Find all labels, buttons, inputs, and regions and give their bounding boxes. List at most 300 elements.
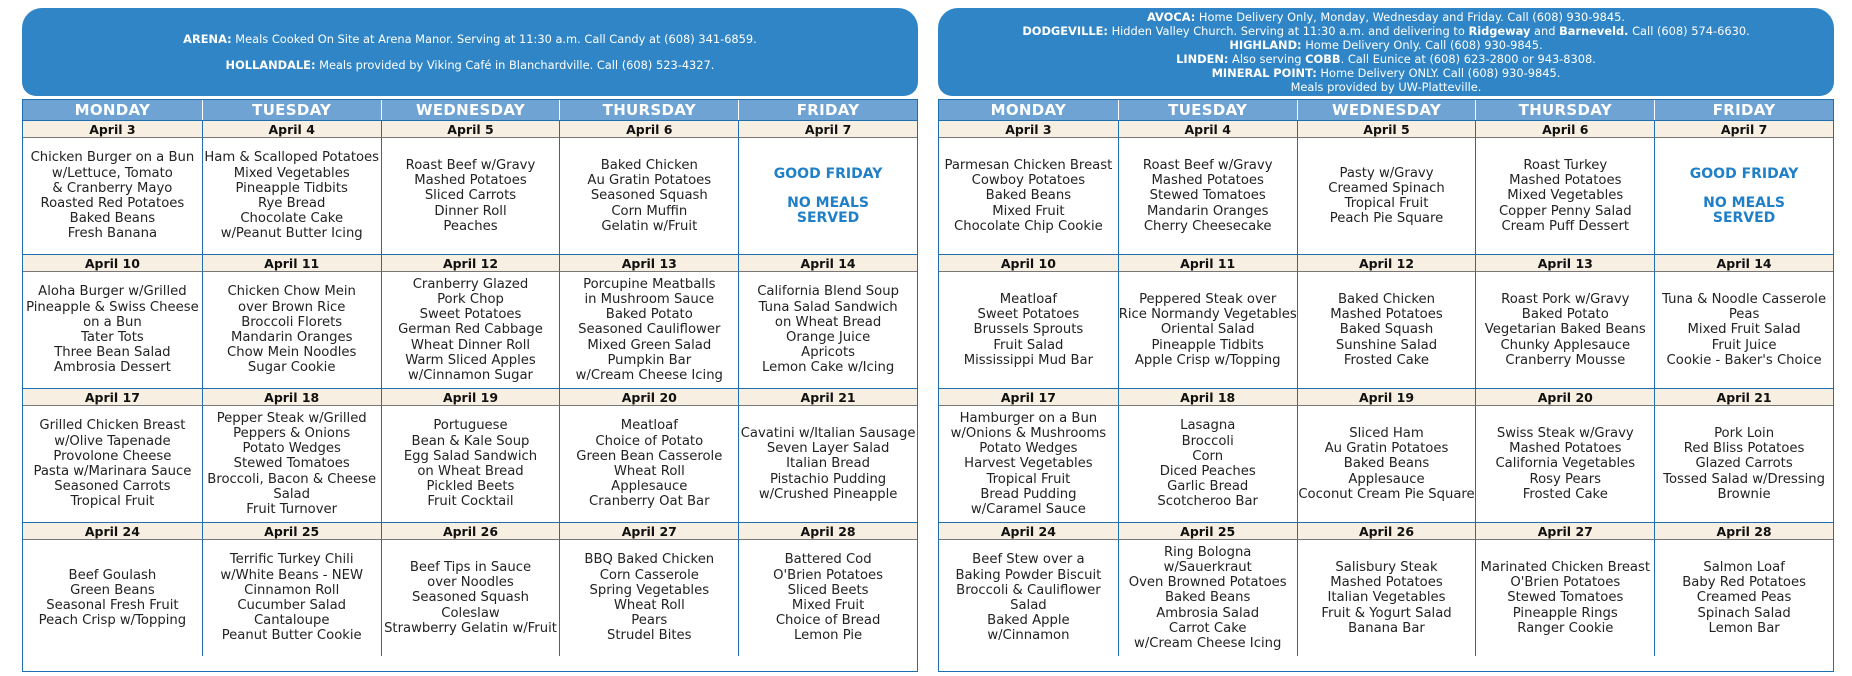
menu-item: Pasty w/Gravy <box>1339 165 1434 181</box>
menu-item: w/Crushed Pineapple <box>758 486 898 502</box>
menu-cell <box>738 271 917 388</box>
menu-cell <box>202 405 381 522</box>
menu-item: Sugar Cookie <box>247 360 336 376</box>
banner-line <box>948 66 1824 80</box>
menu-item: Tater Tots <box>81 330 144 345</box>
menu-item: Mixed Fruit <box>992 203 1065 219</box>
menu-item: California Blend Soup <box>757 284 899 300</box>
menu-item: Cowboy Potatoes <box>971 173 1086 189</box>
date-label: April 10 <box>23 254 202 271</box>
menu-item: Coconut Cream Pie Square <box>1298 486 1475 502</box>
date-label: April 17 <box>23 388 202 405</box>
date-label: April 6 <box>559 120 738 137</box>
menu-item: in Mushroom Sauce <box>584 291 715 307</box>
date-label: April 14 <box>738 254 917 271</box>
menu-item: NO MEALS <box>787 194 869 211</box>
menu-item: Spring Vegetables <box>589 582 710 598</box>
menu-panel-right <box>938 8 1834 672</box>
menu-cell <box>1297 137 1476 254</box>
menu-item: Mixed Fruit Salad <box>1687 322 1801 338</box>
day-header: WEDNESDAY <box>1297 100 1476 120</box>
menu-item: Fruit & Yogurt Salad <box>1321 605 1452 621</box>
menu-item: Fruit Juice <box>1711 337 1777 353</box>
menu-item: Brussels Sprouts <box>973 322 1084 338</box>
menu-cell <box>23 539 202 656</box>
banner-label: HIGHLAND: <box>1229 38 1302 52</box>
menu-item: Mashed Potatoes <box>1330 575 1443 591</box>
menu-item: Lemon Pie <box>794 628 863 644</box>
menu-cell <box>1118 271 1297 388</box>
menu-item: Cranberry Oat Bar <box>589 494 710 510</box>
menu-item: Green Beans <box>70 582 155 598</box>
menu-item: Peach Pie Square <box>1329 211 1444 227</box>
menu-item: Ham & Scalloped Potatoes <box>204 150 380 166</box>
menu-item: Fruit Turnover <box>246 502 338 517</box>
menu-cell <box>202 137 381 254</box>
menu-item: Ring Bologna <box>1163 544 1252 560</box>
menu-cell <box>559 137 738 254</box>
date-label: April 28 <box>1654 522 1833 539</box>
date-label: April 19 <box>1297 388 1476 405</box>
date-label: April 18 <box>202 388 381 405</box>
menu-cell <box>381 405 560 522</box>
menu-item: Chow Mein Noodles <box>227 345 357 361</box>
menu-item: Seasoned Squash <box>590 188 708 204</box>
menu-item: Mississippi Mud Bar <box>963 352 1094 368</box>
menu-item: Carrot Cake <box>1168 620 1247 636</box>
menu-cell <box>939 271 1118 388</box>
menu-item: Aloha Burger w/Grilled <box>38 284 187 300</box>
menu-item: Peppered Steak over <box>1139 291 1277 307</box>
date-label: April 25 <box>1118 522 1297 539</box>
date-label: April 24 <box>23 522 202 539</box>
menu-item: Cream Puff Dessert <box>1501 218 1630 234</box>
menu-cell <box>559 539 738 656</box>
menu-item: California Vegetables <box>1495 456 1636 472</box>
day-header: MONDAY <box>939 100 1118 120</box>
menu-item: Sliced Beets <box>787 582 869 598</box>
menu-item: Broccoli <box>1181 433 1234 449</box>
menu-item: Pumpkin Bar <box>607 352 692 368</box>
menu-item: Spinach Salad <box>1697 605 1791 621</box>
banner-text: Meals Cooked On Site at Arena Manor. Serving at 11:30 a.m. Call Candy at (608) 341-6859. <box>231 32 757 46</box>
menu-item: Coleslaw <box>441 605 500 621</box>
menu-item: Sunshine Salad <box>1335 337 1438 353</box>
menu-cell <box>381 539 560 656</box>
date-label: April 21 <box>1654 388 1833 405</box>
date-label: April 27 <box>559 522 738 539</box>
menu-item: Mashed Potatoes <box>1151 173 1264 189</box>
menu-item: Pineapple Tidbits <box>235 180 348 196</box>
menu-item: Pork Chop <box>437 291 504 307</box>
menu-cell <box>1297 405 1476 522</box>
menu-item: on a Bun <box>83 314 142 330</box>
menu-item: Cucumber Salad <box>237 598 347 613</box>
menu-item: Broccoli, Bacon & Cheese <box>207 471 377 487</box>
menu-item: Rye Bread <box>258 196 326 211</box>
banner-line <box>948 38 1824 52</box>
menu-item: Tropical Fruit <box>70 494 155 510</box>
menu-item: Pineapple Tidbits <box>1151 337 1264 353</box>
menu-item: Terrific Turkey Chili <box>229 552 354 568</box>
menu-item: Rosy Pears <box>1529 471 1602 487</box>
menu-item: w/Cream Cheese Icing <box>575 368 723 383</box>
menu-item: Warm Sliced Apples <box>405 352 536 368</box>
menu-item: Chicken Burger on a Bun <box>30 150 195 166</box>
menu-cell <box>1118 405 1297 522</box>
menu-item: Three Bean Salad <box>54 345 171 361</box>
menu-item: Mixed Vegetables <box>1507 188 1624 204</box>
banner-line <box>32 58 908 72</box>
day-header: TUESDAY <box>1118 100 1297 120</box>
menu-cell <box>1475 405 1654 522</box>
menu-item: Roast Beef w/Gravy <box>1142 157 1273 173</box>
menu-item: Fruit Salad <box>993 337 1064 353</box>
site-info-banner <box>938 8 1834 96</box>
date-label: April 28 <box>738 522 917 539</box>
menu-cell <box>1118 137 1297 254</box>
date-label: April 12 <box>1297 254 1476 271</box>
menu-item: GOOD FRIDAY <box>773 165 883 182</box>
menu-item: Cranberry Glazed <box>412 276 529 292</box>
menu-cell <box>1654 271 1833 388</box>
menu-item: Stewed Tomatoes <box>233 456 350 472</box>
menu-item: Meatloaf <box>620 418 678 434</box>
menu-cell <box>939 539 1118 656</box>
date-label: April 21 <box>738 388 917 405</box>
menu-item: Orange Juice <box>785 330 871 345</box>
menu-item: over Brown Rice <box>238 299 346 315</box>
menu-item: Fresh Banana <box>67 226 158 242</box>
menu-item: Vegetarian Baked Beans <box>1484 322 1646 338</box>
menu-item: Diced Peaches <box>1159 464 1256 479</box>
menu-item: Swiss Steak w/Gravy <box>1496 425 1634 441</box>
menu-item: Applesauce <box>611 479 688 495</box>
banner-label: COBB <box>1305 52 1341 66</box>
menu-item: Baked Beans <box>1164 590 1251 606</box>
menu-item: Meatloaf <box>999 291 1057 307</box>
menu-item: Wheat Roll <box>613 464 685 479</box>
menu-cell <box>1297 271 1476 388</box>
menu-item: Broccoli Florets <box>241 314 343 330</box>
menu-item: w/Olive Tapenade <box>54 433 171 449</box>
menu-item: Roast Pork w/Gravy <box>1501 291 1630 307</box>
menu-item: w/Cinnamon <box>987 628 1070 644</box>
menu-item: Sliced Ham <box>1349 425 1424 441</box>
menu-item: Porcupine Meatballs <box>583 276 716 292</box>
menu-item: Wheat Dinner Roll <box>410 337 531 353</box>
date-label: April 19 <box>381 388 560 405</box>
menu-item: Banana Bar <box>1348 620 1425 636</box>
menu-item: Cantaloupe <box>253 613 330 629</box>
menu-item: Marinated Chicken Breast <box>1480 559 1651 575</box>
menu-item: Italian Bread <box>786 456 871 472</box>
menu-item: Lasagna <box>1180 418 1236 434</box>
menu-item: SERVED <box>1712 209 1776 226</box>
menu-item: GOOD FRIDAY <box>1689 165 1799 182</box>
menu-item: Baked Chicken <box>1337 291 1436 307</box>
menu-item: Stewed Tomatoes <box>1507 590 1624 606</box>
menu-cell <box>23 271 202 388</box>
menu-item: Choice of Bread <box>775 613 881 629</box>
menu-item: Hamburger on a Bun <box>959 410 1098 426</box>
menu-item: Oven Browned Potatoes <box>1128 575 1287 591</box>
menu-item: Roast Turkey <box>1523 157 1608 173</box>
banner-text: . Call Eunice at (608) 623-2800 or 943-8308. <box>1340 52 1596 66</box>
banner-label: Barneveld. <box>1559 24 1629 38</box>
menu-item: Salmon Loaf <box>1703 559 1785 575</box>
menu-item: Pepper Steak w/Grilled <box>216 410 367 426</box>
menu-item: Applesauce <box>1348 471 1425 487</box>
date-label: April 13 <box>1475 254 1654 271</box>
date-label: April 20 <box>559 388 738 405</box>
menu-item: w/Cream Cheese Icing <box>1134 636 1282 651</box>
menu-item: Seven Layer Salad <box>766 441 890 457</box>
menu-item: Broccoli & Cauliflower <box>956 582 1101 598</box>
banner-label: MINERAL POINT: <box>1211 66 1317 80</box>
menu-item: Sliced Carrots <box>424 188 517 204</box>
menu-panel-left <box>22 8 918 672</box>
menu-item: Apple Crisp w/Topping <box>1134 352 1281 368</box>
menu-item: Cinnamon Roll <box>244 582 340 598</box>
menu-item: German Red Cabbage <box>398 322 543 338</box>
banner-line <box>948 24 1824 38</box>
menu-item: Frosted Cake <box>1522 486 1608 502</box>
banner-line <box>948 10 1824 24</box>
menu-item: Italian Vegetables <box>1327 590 1446 606</box>
menu-item: Scotcheroo Bar <box>1157 494 1258 510</box>
menu-item: NO MEALS <box>1703 194 1785 211</box>
menu-item: Provolone Cheese <box>53 448 172 464</box>
day-header: THURSDAY <box>1475 100 1654 120</box>
menu-item: Salisbury Steak <box>1335 559 1438 575</box>
menu-item: SERVED <box>796 209 860 226</box>
menu-item: Dinner Roll <box>434 203 507 219</box>
day-header: TUESDAY <box>202 100 381 120</box>
menu-item: on Wheat Bread <box>774 314 882 330</box>
menu-item: Glazed Carrots <box>1695 456 1793 472</box>
menu-item: Mixed Fruit <box>791 598 865 613</box>
menu-item: Cranberry Mousse <box>1505 352 1626 368</box>
menu-item: Salad <box>273 486 310 502</box>
date-label: April 7 <box>738 120 917 137</box>
menu-item: Bread Pudding <box>980 486 1077 502</box>
menu-item: Mashed Potatoes <box>1330 307 1443 323</box>
menu-cell <box>381 137 560 254</box>
menu-item: Tropical Fruit <box>986 471 1071 487</box>
menu-item: Pineapple Rings <box>1512 605 1618 621</box>
menu-cell <box>738 539 917 656</box>
menu-item: Au Gratin Potatoes <box>587 173 712 189</box>
date-label: April 26 <box>381 522 560 539</box>
no-meals-notice <box>738 137 917 254</box>
menu-item: Baked Potato <box>605 307 693 323</box>
date-label: April 3 <box>23 120 202 137</box>
menu-item: Potato Wedges <box>242 441 341 457</box>
menu-item: Pears <box>631 613 668 629</box>
menu-item: Ranger Cookie <box>1517 620 1614 636</box>
menu-item: w/Caramel Sauce <box>970 502 1086 517</box>
menu-item: Choice of Potato <box>595 433 704 449</box>
menu-item: Baking Powder Biscuit <box>955 567 1102 583</box>
menu-item: Strawberry Gelatin w/Fruit <box>384 620 557 636</box>
menu-item: Baked Squash <box>1339 322 1434 338</box>
menu-item: Pork Loin <box>1714 425 1775 441</box>
banner-label: AVOCA: <box>1147 10 1196 24</box>
menu-item: Pistachio Pudding <box>769 471 887 487</box>
menu-item: Au Gratin Potatoes <box>1324 441 1449 457</box>
menu-cell <box>939 405 1118 522</box>
menu-item: w/Onions & Mushrooms <box>950 425 1107 441</box>
banner-text: and <box>1530 24 1560 38</box>
menu-item: Wheat Roll <box>613 598 685 613</box>
menu-cell <box>23 137 202 254</box>
date-label: April 11 <box>1118 254 1297 271</box>
banner-label: LINDEN: <box>1176 52 1229 66</box>
menu-item: Peach Crisp w/Topping <box>38 613 187 629</box>
date-label: April 26 <box>1297 522 1476 539</box>
menu-item: Salad <box>1010 598 1047 613</box>
day-header: FRIDAY <box>1654 100 1833 120</box>
menu-item: Chunky Applesauce <box>1500 337 1631 353</box>
menu-item: Lemon Bar <box>1708 620 1780 636</box>
menu-item: Pasta w/Marinara Sauce <box>33 464 192 479</box>
menu-cell <box>1297 539 1476 656</box>
banner-line <box>32 32 908 46</box>
menu-item: Potato Wedges <box>979 441 1078 457</box>
menu-cell <box>202 271 381 388</box>
menu-item: Bean & Kale Soup <box>411 433 530 449</box>
menu-item: Seasonal Fresh Fruit <box>46 598 179 613</box>
banner-line <box>948 52 1824 66</box>
menu-item: Baked Beans <box>1343 456 1430 472</box>
menu-item: Baked Beans <box>985 188 1072 204</box>
menu-cell <box>381 271 560 388</box>
menu-item: Chocolate Cake <box>240 211 344 227</box>
banner-label: ARENA: <box>183 32 232 46</box>
day-header: MONDAY <box>23 100 202 120</box>
menu-item: Oriental Salad <box>1160 322 1255 338</box>
date-label: April 4 <box>1118 120 1297 137</box>
menu-item: Mixed Green Salad <box>587 337 712 353</box>
no-meals-notice <box>1654 137 1833 254</box>
menu-item: Baked Beans <box>69 211 156 227</box>
menu-item: Mashed Potatoes <box>1509 441 1622 457</box>
menu-item: BBQ Baked Chicken <box>584 552 715 568</box>
menu-item: Mashed Potatoes <box>1509 173 1622 189</box>
date-label: April 24 <box>939 522 1118 539</box>
menu-cell <box>1118 539 1297 656</box>
menu-item: Peas <box>1728 307 1760 323</box>
date-label: April 17 <box>939 388 1118 405</box>
menu-item: Tossed Salad w/Dressing <box>1663 471 1825 487</box>
date-label: April 25 <box>202 522 381 539</box>
menu-item: Parmesan Chicken Breast <box>944 157 1113 173</box>
menu-item: Garlic Bread <box>1167 479 1249 495</box>
menu-item: Green Bean Casserole <box>576 448 723 464</box>
date-label: April 27 <box>1475 522 1654 539</box>
menu-item: Mixed Vegetables <box>233 165 350 181</box>
day-header: THURSDAY <box>559 100 738 120</box>
menu-item: O'Brien Potatoes <box>773 567 883 583</box>
menu-item: Tuna Salad Sandwich <box>758 299 898 315</box>
date-label: April 5 <box>1297 120 1476 137</box>
day-header: FRIDAY <box>738 100 917 120</box>
menu-item: Creamed Spinach <box>1328 180 1445 196</box>
menu-item: Cookie - Baker's Choice <box>1666 352 1822 368</box>
menu-item: Corn Muffin <box>611 203 688 219</box>
menu-item: Baked Apple <box>987 613 1070 629</box>
menu-calendar <box>22 99 918 672</box>
banner-label: DODGEVILLE: <box>1022 24 1108 38</box>
menu-item: O'Brien Potatoes <box>1510 575 1621 591</box>
menu-item: Frosted Cake <box>1343 352 1430 368</box>
menu-item: w/Cinnamon Sugar <box>408 368 533 383</box>
menu-item: Peppers & Onions <box>233 425 351 441</box>
menu-item: Pineapple & Swiss Cheese <box>26 299 199 315</box>
menu-calendar <box>938 99 1834 672</box>
menu-item: Seasoned Squash <box>412 590 529 606</box>
menu-cell <box>1654 539 1833 656</box>
menu-item: Battered Cod <box>784 552 872 568</box>
menu-cell <box>559 271 738 388</box>
menu-cell <box>1654 405 1833 522</box>
menu-item: Stewed Tomatoes <box>1149 188 1266 204</box>
banner-line <box>948 80 1824 94</box>
menu-cell <box>559 405 738 522</box>
menu-item: Grilled Chicken Breast <box>39 418 186 434</box>
date-label: April 3 <box>939 120 1118 137</box>
date-label: April 5 <box>381 120 560 137</box>
menu-item: Sweet Potatoes <box>977 307 1080 323</box>
menu-item: Chocolate Chip Cookie <box>954 218 1103 234</box>
banner-text: Call (608) 574-6630. <box>1628 24 1750 38</box>
menu-item: Cherry Cheesecake <box>1143 218 1272 234</box>
banner-text: Home Delivery Only. Call (608) 930-9845. <box>1301 38 1543 52</box>
menu-item: Copper Penny Salad <box>1498 203 1632 219</box>
menu-item: w/Peanut Butter Icing <box>220 226 363 242</box>
menu-item: Rice Normandy Vegetables <box>1118 307 1297 323</box>
menu-item: Corn <box>1192 448 1224 464</box>
menu-item: Fruit Cocktail <box>427 494 514 510</box>
menu-item: w/White Beans - NEW <box>220 567 363 583</box>
date-label: April 18 <box>1118 388 1297 405</box>
menu-item: Mandarin Oranges <box>230 330 353 345</box>
menu-item: Cavatini w/Italian Sausage <box>740 425 916 441</box>
menu-item: Pickled Beets <box>426 479 515 495</box>
menu-item: Peaches <box>443 218 498 234</box>
banner-text: Hidden Valley Church. Serving at 11:30 a.m. and delivering to <box>1107 24 1469 38</box>
menu-cell <box>23 405 202 522</box>
menu-item: on Wheat Bread <box>417 464 524 479</box>
date-label: April 10 <box>939 254 1118 271</box>
menu-item: Roast Beef w/Gravy <box>405 157 536 173</box>
menu-item: Ambrosia Salad <box>1156 605 1260 621</box>
banner-text: Home Delivery ONLY. Call (608) 930-9845. <box>1316 66 1561 80</box>
menu-item: Beef Goulash <box>68 567 157 583</box>
menu-item: over Noodles <box>427 575 514 591</box>
menu-item: w/Lettuce, Tomato <box>51 165 173 181</box>
date-label: April 7 <box>1654 120 1833 137</box>
menu-item: Baked Chicken <box>600 157 698 173</box>
menu-item: Portuguese <box>433 418 508 434</box>
menu-cell <box>738 405 917 522</box>
menu-item: Harvest Vegetables <box>964 456 1093 472</box>
menu-cell <box>1475 271 1654 388</box>
menu-item: Mashed Potatoes <box>414 173 527 189</box>
date-label: April 13 <box>559 254 738 271</box>
menu-item: Mandarin Oranges <box>1146 203 1269 219</box>
